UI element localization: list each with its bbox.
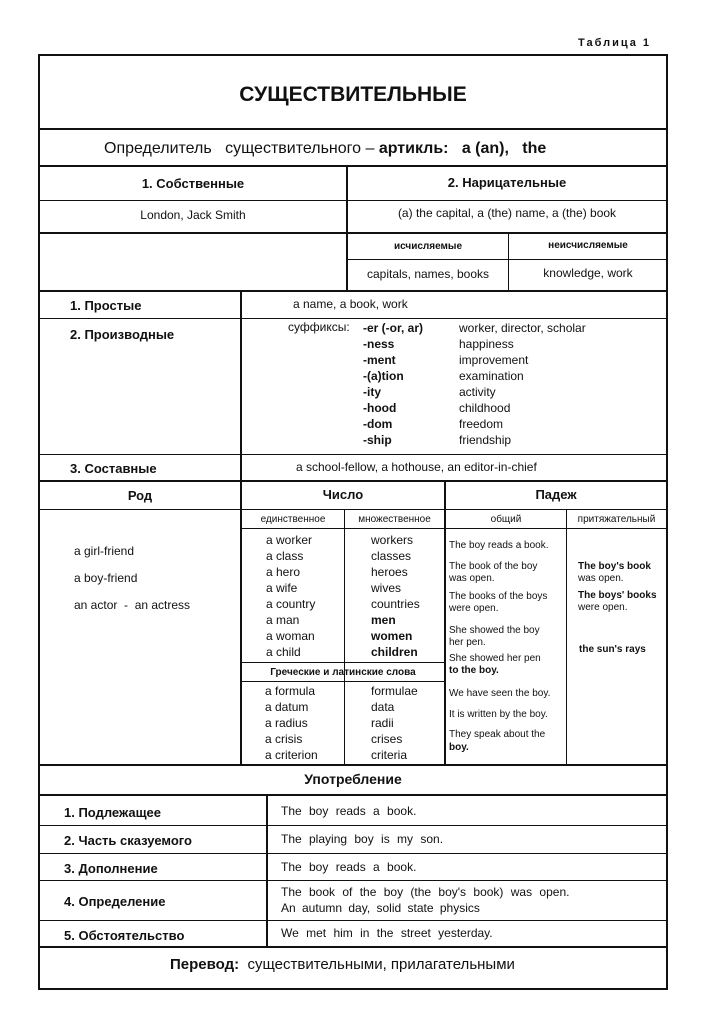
- derived-word: freedom: [459, 417, 504, 431]
- derived-word: friendship: [459, 433, 512, 447]
- gender-item: a boy-friend: [74, 571, 138, 585]
- gender-item: an actor - an actress: [74, 598, 191, 612]
- derived-words: [459, 320, 586, 448]
- case-common-line: We have seen the boy.: [449, 688, 551, 699]
- suffix: -dom: [363, 417, 393, 431]
- gender-list: [74, 538, 190, 619]
- usage-example: The boy reads a book.: [281, 860, 417, 874]
- simple-example: a name, a book, work: [293, 297, 408, 311]
- common-case-header: общий: [490, 514, 522, 525]
- plural-word: women: [371, 629, 413, 643]
- number-header: Число: [322, 487, 364, 502]
- gender-item: a girl-friend: [74, 544, 135, 558]
- plural-word: workers: [371, 533, 414, 547]
- plural-word: heroes: [371, 565, 408, 579]
- gl-singular-word: a crisis: [265, 732, 303, 746]
- derived-label: 2. Производные: [70, 327, 175, 342]
- usage-label: 4. Определение: [64, 894, 166, 909]
- case-common-line: The books of the boys: [449, 591, 548, 602]
- plural-word: children: [371, 645, 418, 659]
- singular-word: a wife: [266, 581, 298, 595]
- case-possessive-line: were open.: [578, 602, 628, 613]
- countable-example: capitals, names, books: [366, 267, 490, 281]
- gl-plural-list: [371, 683, 418, 763]
- possessive-case-header: притяжательный: [577, 514, 656, 525]
- derived-word: activity: [459, 385, 496, 399]
- gl-singular-word: a formula: [265, 684, 316, 698]
- usage-label: 1. Подлежащее: [64, 805, 161, 820]
- case-header: Падеж: [535, 487, 577, 502]
- singular-word: a worker: [266, 533, 313, 547]
- gender-header: Род: [127, 488, 153, 503]
- plural-word: classes: [371, 549, 412, 563]
- usage-example: The boy reads a book.: [281, 804, 417, 818]
- usage-example: The book of the boy (the boy's book) was open.: [281, 885, 570, 899]
- case-common-line: was open.: [449, 573, 495, 584]
- suffix: -(a)tion: [363, 369, 404, 383]
- uncountable-example: knowledge, work: [543, 266, 633, 280]
- singular-word: a man: [266, 613, 300, 627]
- common-example: (a) the capital, a (the) name, a (the) book: [397, 206, 617, 220]
- case-common-line: The book of the boy: [449, 561, 538, 572]
- greek-latin-header: Греческие и латинские слова: [270, 667, 416, 678]
- derived-word: examination: [459, 369, 524, 383]
- singular-word: a class: [266, 549, 304, 563]
- plural-word: men: [371, 613, 396, 627]
- singular-word: a woman: [266, 629, 315, 643]
- singular-header: единственное: [260, 514, 326, 525]
- uncountable-header: неисчисляемые: [548, 240, 628, 251]
- singular-word: a country: [266, 597, 316, 611]
- usage-label: 5. Обстоятельство: [64, 928, 185, 943]
- gl-singular-list: [265, 683, 318, 763]
- singular-word: a child: [266, 645, 301, 659]
- case-common-line: to the boy.: [449, 665, 499, 676]
- usage-label: 2. Часть сказуемого: [64, 833, 192, 848]
- case-common-line: were open.: [449, 603, 499, 614]
- suffix-list: [363, 320, 423, 448]
- case-common-line: The boy reads a book.: [449, 540, 549, 551]
- derived-word: childhood: [459, 401, 511, 415]
- suffix-label: суффиксы:: [288, 320, 350, 334]
- case-possessive-line: the sun's rays: [579, 644, 646, 655]
- usage-example: The playing boy is my son.: [281, 832, 444, 846]
- singular-word: a hero: [266, 565, 301, 579]
- case-common-line: She showed the boy: [449, 625, 540, 636]
- table-label: Таблица 1: [578, 37, 652, 49]
- gl-singular-word: a radius: [265, 716, 308, 730]
- gl-singular-word: a criterion: [265, 748, 318, 762]
- suffix: -ment: [363, 353, 396, 367]
- plural-word: countries: [371, 597, 420, 611]
- gl-singular-word: a datum: [265, 700, 309, 714]
- usage-example: We met him in the street yesterday.: [281, 926, 493, 940]
- gl-plural-word: formulae: [371, 684, 418, 698]
- usage-example-2: An autumn day, solid state physics: [281, 901, 480, 915]
- derived-word: improvement: [459, 353, 529, 367]
- plural-word: wives: [371, 581, 402, 595]
- usage-label: 3. Дополнение: [64, 861, 158, 876]
- determiner-row: Определитель существительного – артикль: a (an), the: [104, 140, 547, 157]
- case-common-line: boy.: [449, 742, 469, 753]
- derived-word: worker, director, scholar: [459, 321, 586, 335]
- proper-header: 1. Собственные: [141, 176, 245, 191]
- case-common-line: They speak about the: [449, 729, 546, 740]
- gl-plural-word: data: [371, 700, 395, 714]
- singular-list: [266, 532, 315, 660]
- case-possessive-line: was open.: [578, 573, 624, 584]
- case-possessive-line: The boy's book: [578, 561, 651, 572]
- page-title: СУЩЕСТВИТЕЛЬНЫЕ: [239, 83, 467, 106]
- gl-plural-word: criteria: [371, 748, 408, 762]
- suffix: -hood: [363, 401, 397, 415]
- plural-list: [371, 532, 420, 660]
- gl-plural-word: radii: [371, 716, 394, 730]
- countable-header: исчисляемые: [393, 241, 463, 252]
- case-common-line: her pen.: [449, 637, 486, 648]
- plural-header: множественное: [358, 514, 431, 525]
- suffix: -ship: [363, 433, 392, 447]
- case-common-line: It is written by the boy.: [449, 709, 548, 720]
- common-header: 2. Нарицательные: [447, 175, 567, 190]
- suffix: -ness: [363, 337, 395, 351]
- usage-header: Употребление: [304, 771, 402, 787]
- derived-word: happiness: [459, 337, 514, 351]
- suffix: -ity: [363, 385, 381, 399]
- simple-label: 1. Простые: [70, 298, 142, 313]
- suffix: -er (-or, ar): [363, 321, 424, 335]
- proper-example: London, Jack Smith: [140, 208, 246, 222]
- case-common-line: She showed her pen: [449, 653, 541, 664]
- compound-example: a school-fellow, a hothouse, an editor-in-chief: [296, 460, 537, 474]
- compound-label: 3. Составные: [70, 461, 157, 476]
- case-possessive-line: The boys' books: [578, 590, 657, 601]
- gl-plural-word: crises: [371, 732, 403, 746]
- translation-row: Перевод: существительными, прилагательными: [170, 956, 515, 973]
